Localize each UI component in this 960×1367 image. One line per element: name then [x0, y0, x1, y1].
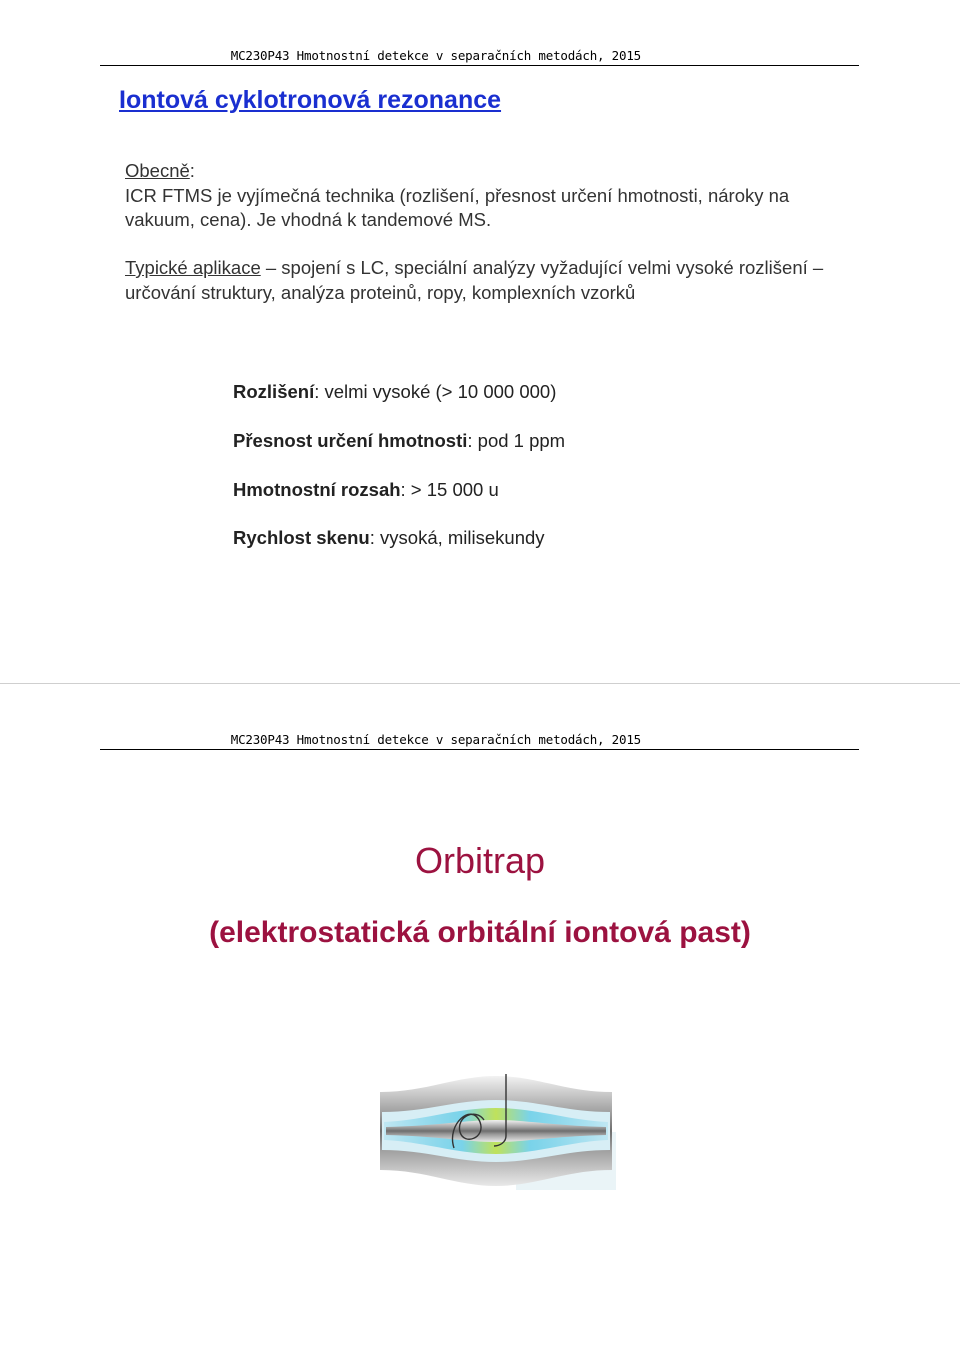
spec-mass-range [233, 479, 499, 501]
general-colon: : [189, 160, 195, 181]
header-text: MC230P43 Hmotnostní detekce v separačních metodách, 2015 [230, 732, 641, 747]
applications-text: – spojení s LC, speciální analýzy vyžadující velmi vysoké rozlišení – určování struktury, analýza proteinů, ropy, komplexních vzorků [125, 257, 824, 303]
general-paragraph [125, 159, 835, 233]
spec-value: : pod 1 ppm [467, 430, 566, 451]
slide-title: Iontová cyklotronová rezonance [119, 86, 502, 114]
slide-title: Orbitrap [414, 840, 546, 881]
spec-scan-speed [233, 527, 545, 549]
slide-subtitle: (elektrostatická orbitální iontová past) [209, 916, 751, 949]
spec-label: Přesnost určení hmotnosti [233, 430, 468, 451]
slide-header [100, 732, 859, 750]
orbitrap-illustration [376, 1072, 616, 1190]
header-text: MC230P43 Hmotnostní detekce v separačních metodách, 2015 [230, 48, 641, 63]
applications-label: Typické aplikace [125, 257, 261, 278]
spec-value: : vysoká, milisekundy [369, 527, 545, 548]
spec-value: : > 15 000 u [400, 479, 499, 500]
general-text: ICR FTMS je vyjímečná technika (rozlišení, přesnost určení hmotnosti, nároky na vakuum, cena). Je vhodná k tandemové MS. [125, 184, 790, 230]
general-label: Obecně [125, 160, 190, 181]
spec-mass-accuracy [233, 430, 565, 452]
spec-resolution [233, 381, 556, 403]
applications-paragraph [125, 256, 835, 305]
spec-label: Rychlost skenu [233, 527, 370, 548]
spec-label: Hmotnostní rozsah [233, 479, 401, 500]
spec-label: Rozlišení [233, 381, 315, 402]
slide-orbitrap [0, 684, 960, 1367]
spec-value: : velmi vysoké (> 10 000 000) [314, 381, 557, 402]
slide-header [100, 48, 859, 66]
